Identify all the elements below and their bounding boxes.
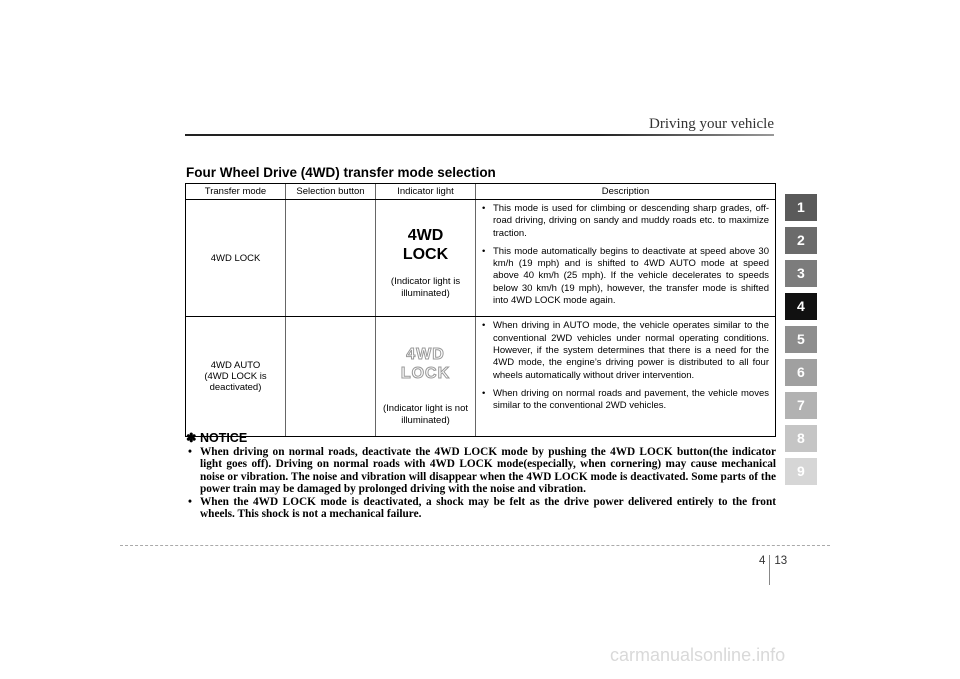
- chapter-tab-8[interactable]: 8: [785, 425, 817, 452]
- chapter-tabs: [785, 194, 817, 491]
- section-heading: Four Wheel Drive (4WD) transfer mode selection: [186, 165, 496, 180]
- header-rule: [185, 134, 774, 136]
- description-item: • This mode is used for climbing or descending sharp grades, off-road driving, driving on sandy and muddy roads etc. to maximize traction.: [480, 203, 769, 240]
- page-divider: [769, 555, 770, 585]
- column-header-indicator-light: Indicator light: [376, 184, 476, 200]
- chapter-tab-9[interactable]: 9: [785, 458, 817, 485]
- chapter-tab-3[interactable]: 3: [785, 260, 817, 287]
- mode-note: (4WD LOCK is deactivated): [204, 371, 267, 394]
- table-row: [186, 200, 776, 317]
- description-item: • When driving on normal roads and pavement, the vehicle moves similar to the conventional 2WD vehicles.: [480, 388, 769, 413]
- indicator-text-line1: 4WD: [406, 345, 445, 363]
- indicator-caption: (Indicator light is illuminated): [390, 276, 461, 300]
- indicator-text-line1: 4WD: [407, 227, 444, 245]
- table-header-row: [186, 184, 776, 200]
- selection-button-cell: [286, 317, 376, 437]
- notice-item: • When the 4WD LOCK mode is deactivated, a shock may be felt as the drive power delivered entirely to the front wheels. This shock is not a mechanical failure.: [186, 496, 776, 521]
- transfer-mode-table: [185, 183, 776, 437]
- page-number-value: 13: [774, 555, 788, 567]
- indicator-cell: [376, 317, 476, 437]
- chapter-tab-6[interactable]: 6: [785, 359, 817, 386]
- indicator-text-line2: LOCK: [400, 364, 451, 382]
- page-header-title: Driving your vehicle: [649, 116, 774, 132]
- notice-heading: ✽ NOTICE: [186, 431, 248, 445]
- selection-button-cell: [286, 200, 376, 317]
- indicator-unlit-graphic: [380, 345, 471, 383]
- chapter-tab-4[interactable]: 4: [785, 293, 817, 320]
- notice-list: [186, 446, 776, 520]
- indicator-text-line2: LOCK: [402, 246, 449, 264]
- description-item: • This mode automatically begins to deactivate at speed above 30 km/h (19 mph) and is shifted to 4WD AUTO mode at speed above 40 km/h (25 mph). If the vehicle decelerates to speeds below 30 km/h (19 mph), however, the transfer mode is shifted into 4WD LOCK mode again.: [480, 246, 769, 307]
- mode-name: 4WD LOCK: [210, 252, 261, 264]
- chapter-number: 4: [759, 555, 766, 567]
- chapter-tab-1[interactable]: 1: [785, 194, 817, 221]
- mode-cell: [186, 200, 286, 317]
- column-header-transfer-mode: Transfer mode: [186, 184, 286, 200]
- chapter-tab-7[interactable]: 7: [785, 392, 817, 419]
- notice-item: • When driving on normal roads, deactivate the 4WD LOCK mode by pushing the 4WD LOCK button(the indicator light goes off). Driving on normal roads with 4WD LOCK mode(especially, when cornering) may cause mechanical noise or vibration. The noise and vibration will disappear when the 4WD LOCK mode is deactivated. Some parts of the power train may be damaged by prolonged driving with the noise and vibration.: [186, 446, 776, 496]
- indicator-lit-graphic: [380, 226, 471, 264]
- description-cell: [476, 317, 776, 437]
- watermark: carmanualsonline.info: [610, 645, 786, 665]
- indicator-caption: (Indicator light is not illuminated): [382, 402, 468, 426]
- page-number: [759, 555, 787, 585]
- description-cell: [476, 200, 776, 317]
- mode-cell: [186, 317, 286, 437]
- indicator-cell: [376, 200, 476, 317]
- mode-name: 4WD AUTO: [210, 360, 261, 372]
- description-item: • When driving in AUTO mode, the vehicle operates similar to the conventional 2WD vehicles under normal operating conditions. However, if the system determines that there is a need for the 4WD mode, the engine’s driving power is distributed to all four wheels automatically without driver intervention.: [480, 320, 769, 381]
- footer-rule: [120, 545, 830, 546]
- chapter-tab-5[interactable]: 5: [785, 326, 817, 353]
- column-header-description: Description: [476, 184, 776, 200]
- table-row: [186, 317, 776, 437]
- column-header-selection-button: Selection button: [286, 184, 376, 200]
- chapter-tab-2[interactable]: 2: [785, 227, 817, 254]
